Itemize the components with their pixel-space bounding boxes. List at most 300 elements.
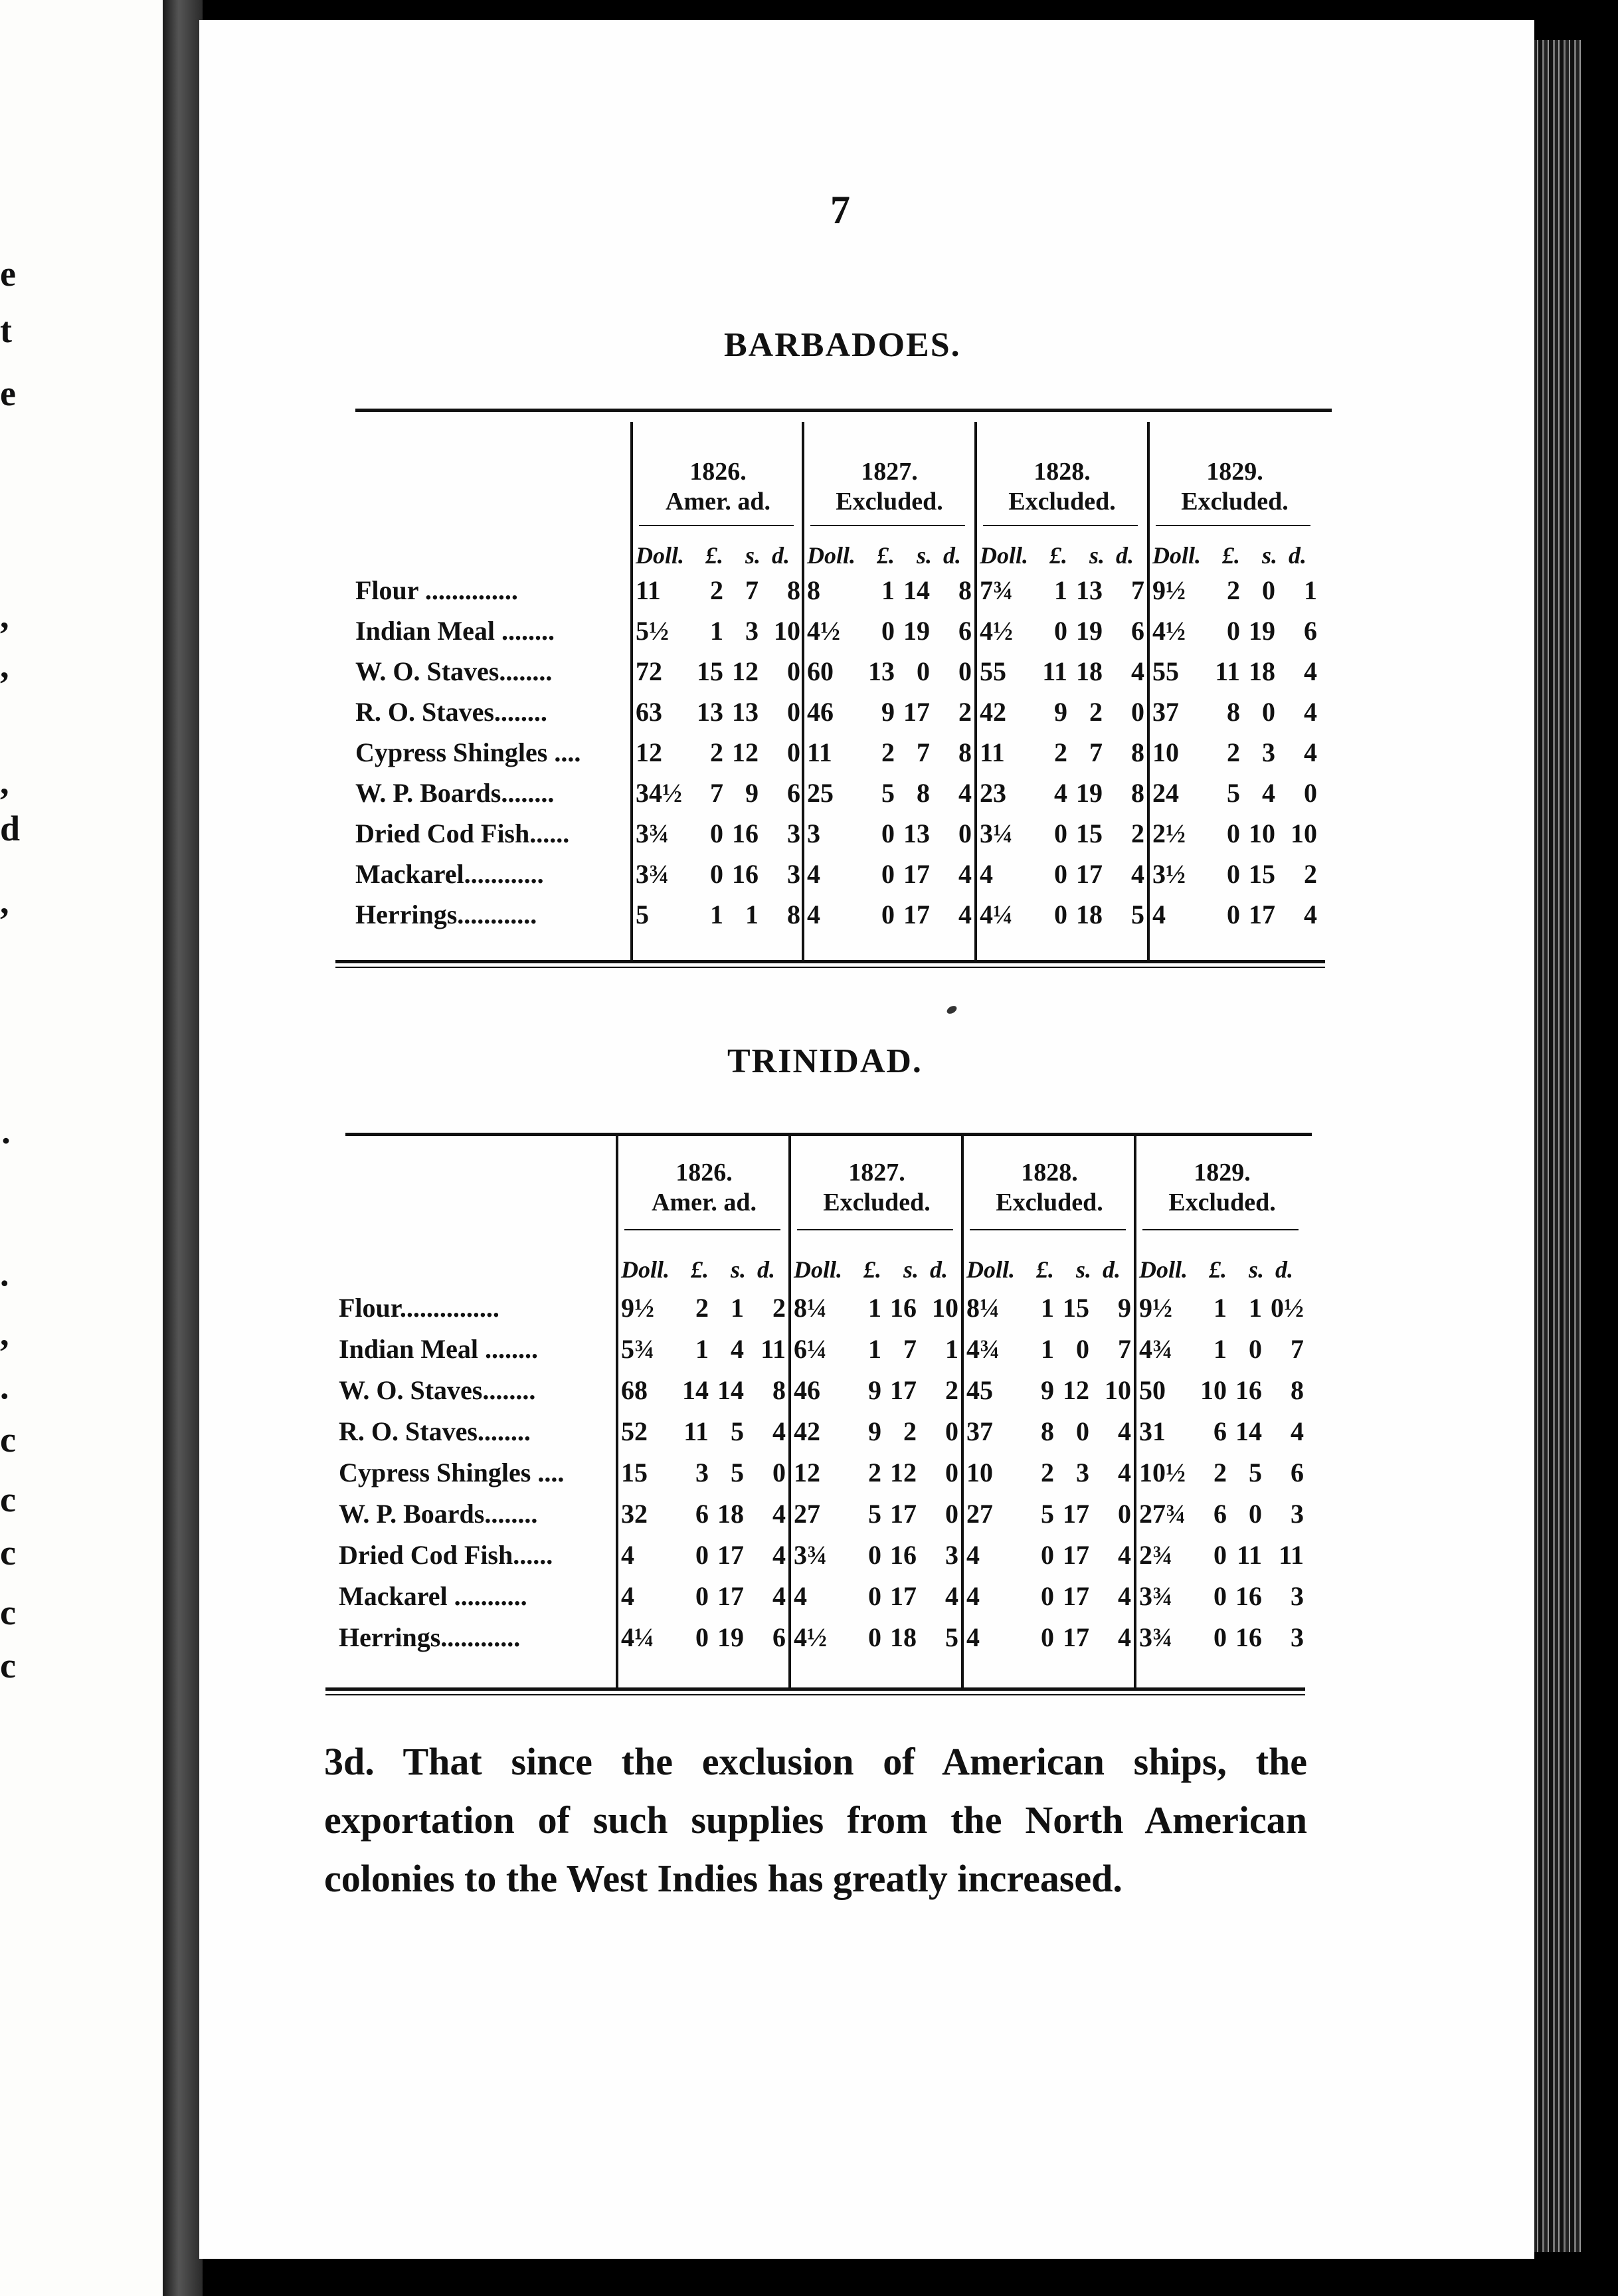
cell-pounds: 2	[1227, 737, 1240, 767]
cell-shillings: 0	[1262, 697, 1275, 727]
cell-pounds: 7	[710, 778, 723, 808]
column-unit: d.	[1103, 1256, 1121, 1283]
cell-shillings: 12	[890, 1458, 917, 1487]
cell-pounds: 8	[1041, 1416, 1054, 1446]
cell-shillings: 14	[717, 1375, 744, 1405]
cell-pence: 3	[787, 859, 800, 889]
cell-pence: 0	[772, 1458, 786, 1487]
cell-doll: 3¼	[980, 818, 1013, 848]
column-unit: Doll.	[980, 542, 1029, 569]
cell-shillings: 10	[1249, 818, 1275, 848]
cell-pence: 4	[1304, 656, 1317, 686]
cell-pence: 6	[1131, 616, 1144, 646]
cell-doll: 4½	[1152, 616, 1186, 646]
group-divider	[616, 1136, 618, 1687]
cell-pence: 4	[772, 1581, 786, 1611]
cell-pounds: 0	[1214, 1540, 1227, 1570]
table-bottom-rule-2	[335, 967, 1325, 968]
year-status: Amer. ad.	[652, 1189, 757, 1216]
cell-doll: 10	[966, 1458, 993, 1487]
cell-shillings: 7	[745, 575, 759, 605]
left-page-text-fragment: c	[0, 1592, 16, 1632]
row-label: W. O. Staves........	[339, 1375, 536, 1405]
cell-pence: 1	[945, 1334, 958, 1364]
cell-doll: 4	[966, 1581, 980, 1611]
group-divider	[974, 422, 977, 960]
cell-doll: 4¾	[966, 1334, 1000, 1364]
cell-shillings: 15	[1063, 1293, 1089, 1323]
cell-doll: 3¾	[1139, 1581, 1172, 1611]
cell-pence: 0	[1131, 697, 1144, 727]
column-unit: s.	[903, 1256, 919, 1283]
cell-pence: 0	[787, 656, 800, 686]
cell-pence: 2	[1131, 818, 1144, 848]
column-unit: d.	[772, 542, 790, 569]
cell-pounds: 0	[695, 1622, 709, 1652]
row-label: Herrings............	[355, 900, 537, 929]
cell-shillings: 0	[1249, 1499, 1262, 1529]
cell-doll: 11	[980, 737, 1005, 767]
cell-doll: 11	[807, 737, 832, 767]
cell-doll: 50	[1139, 1375, 1166, 1405]
cell-doll: 63	[636, 697, 662, 727]
column-unit: £.	[1049, 542, 1067, 569]
cell-pounds: 1	[881, 575, 895, 605]
cell-pence: 3	[787, 818, 800, 848]
cell-doll: 12	[636, 737, 662, 767]
cell-pence: 8	[1131, 778, 1144, 808]
cell-doll: 27¾	[1139, 1499, 1186, 1529]
cell-shillings: 13	[903, 818, 930, 848]
cell-pence: 6	[1291, 1458, 1304, 1487]
cell-pence: 4	[958, 900, 972, 929]
cell-pounds: 15	[697, 656, 723, 686]
cell-pounds: 3	[695, 1458, 709, 1487]
cell-pounds: 0	[1054, 818, 1067, 848]
cell-shillings: 14	[903, 575, 930, 605]
cell-shillings: 16	[732, 818, 759, 848]
cell-shillings: 15	[1249, 859, 1275, 889]
cell-shillings: 13	[732, 697, 759, 727]
cell-pence: 6	[1304, 616, 1317, 646]
cell-pounds: 1	[695, 1334, 709, 1364]
cell-pounds: 6	[1214, 1416, 1227, 1446]
column-unit: £.	[691, 1256, 709, 1283]
cell-shillings: 5	[731, 1416, 744, 1446]
cell-pounds: 1	[868, 1293, 881, 1323]
cell-pounds: 5	[868, 1499, 881, 1529]
cell-pounds: 0	[1227, 616, 1240, 646]
cell-doll: 10½	[1139, 1458, 1186, 1487]
cell-shillings: 16	[890, 1540, 917, 1570]
table-top-rule	[355, 409, 1332, 412]
cell-doll: 4	[966, 1540, 980, 1570]
column-unit: d.	[930, 1256, 948, 1283]
cell-doll: 3½	[1152, 859, 1186, 889]
column-unit: £.	[877, 542, 895, 569]
cell-doll: 46	[794, 1375, 820, 1405]
group-divider	[630, 422, 633, 960]
cell-pence: 0	[958, 656, 972, 686]
cell-doll: 4½	[980, 616, 1013, 646]
cell-doll: 4	[1152, 900, 1166, 929]
row-label: Indian Meal ........	[355, 616, 555, 646]
cell-pounds: 2	[881, 737, 895, 767]
cell-pence: 7	[1131, 575, 1144, 605]
cell-shillings: 0	[1076, 1416, 1089, 1446]
group-divider	[1134, 1136, 1136, 1687]
cell-pence: 4	[772, 1540, 786, 1570]
column-unit: £.	[863, 1256, 881, 1283]
cell-doll: 5½	[636, 616, 669, 646]
cell-shillings: 17	[1063, 1540, 1089, 1570]
cell-shillings: 18	[890, 1622, 917, 1652]
cell-doll: 32	[621, 1499, 648, 1529]
cell-shillings: 16	[890, 1293, 917, 1323]
cell-pence: 2	[958, 697, 972, 727]
cell-pence: 8	[772, 1375, 786, 1405]
left-page-text-fragment: d	[0, 809, 21, 848]
cell-doll: 9½	[1152, 575, 1186, 605]
group-divider	[961, 1136, 964, 1687]
cell-doll: 2¾	[1139, 1540, 1172, 1570]
cell-pounds: 1	[1214, 1334, 1227, 1364]
cell-pence: 1	[1304, 575, 1317, 605]
cell-pounds: 11	[683, 1416, 709, 1446]
row-label: Flour ..............	[355, 575, 518, 605]
cell-shillings: 16	[1235, 1581, 1262, 1611]
cell-shillings: 9	[745, 778, 759, 808]
cell-pounds: 2	[1054, 737, 1067, 767]
cell-doll: 6¼	[794, 1334, 827, 1364]
cell-shillings: 13	[1076, 575, 1103, 605]
cell-shillings: 17	[903, 900, 930, 929]
cell-doll: 8	[807, 575, 820, 605]
cell-pounds: 0	[881, 859, 895, 889]
cell-doll: 23	[980, 778, 1006, 808]
cell-pounds: 0	[1227, 818, 1240, 848]
column-unit: Doll.	[636, 542, 685, 569]
year-header: 1828.	[1034, 458, 1091, 486]
column-unit: Doll.	[1152, 542, 1202, 569]
cell-doll: 3	[807, 818, 820, 848]
cell-doll: 42	[794, 1416, 820, 1446]
cell-shillings: 0	[1249, 1334, 1262, 1364]
column-unit: Doll.	[621, 1256, 670, 1283]
cell-pence: 4	[1118, 1458, 1131, 1487]
cell-pence: 11	[1279, 1540, 1304, 1570]
left-page-text-fragment: c	[0, 1646, 16, 1685]
cell-doll: 31	[1139, 1416, 1166, 1446]
cell-pence: 3	[1291, 1581, 1304, 1611]
cell-shillings: 3	[745, 616, 759, 646]
cell-doll: 4	[980, 859, 993, 889]
cell-shillings: 4	[1262, 778, 1275, 808]
cell-pence: 4	[1291, 1416, 1304, 1446]
cell-pounds: 0	[1041, 1622, 1054, 1652]
cell-doll: 12	[794, 1458, 820, 1487]
year-header: 1827.	[848, 1159, 905, 1187]
cell-doll: 68	[621, 1375, 648, 1405]
cell-shillings: 18	[717, 1499, 744, 1529]
cell-pence: 7	[1118, 1334, 1131, 1364]
cell-doll: 3¾	[794, 1540, 827, 1570]
cell-shillings: 17	[717, 1540, 744, 1570]
cell-pounds: 6	[1214, 1499, 1227, 1529]
cell-doll: 3¾	[636, 859, 669, 889]
year-status: Excluded.	[1168, 1189, 1276, 1216]
cell-pounds: 9	[1041, 1375, 1054, 1405]
column-unit: d.	[1116, 542, 1134, 569]
cell-shillings: 19	[1076, 778, 1103, 808]
header-underline	[1156, 525, 1310, 526]
cell-shillings: 3	[1262, 737, 1275, 767]
cell-pounds: 13	[868, 656, 895, 686]
cell-shillings: 7	[903, 1334, 917, 1364]
cell-pounds: 14	[682, 1375, 709, 1405]
cell-pence: 0	[1118, 1499, 1131, 1529]
cell-shillings: 7	[1089, 737, 1103, 767]
cell-doll: 4½	[794, 1622, 827, 1652]
cell-pence: 4	[1118, 1622, 1131, 1652]
year-header: 1829.	[1194, 1159, 1251, 1187]
column-unit: s.	[1089, 542, 1105, 569]
cell-pounds: 0	[1054, 616, 1067, 646]
cell-doll: 4	[621, 1540, 634, 1570]
row-label: W. P. Boards........	[339, 1499, 538, 1529]
cell-doll: 5	[636, 900, 649, 929]
cell-doll: 37	[1152, 697, 1179, 727]
cell-pence: 7	[1291, 1334, 1304, 1364]
cell-pence: 4	[1304, 697, 1317, 727]
row-label: Cypress Shingles ....	[339, 1458, 565, 1487]
cell-pounds: 2	[695, 1293, 709, 1323]
cell-pence: 6	[772, 1622, 786, 1652]
cell-pence: 10	[774, 616, 800, 646]
left-page-text-fragment: e	[0, 373, 16, 413]
cell-doll: 52	[621, 1416, 648, 1446]
cell-pounds: 0	[695, 1540, 709, 1570]
column-unit: Doll.	[966, 1256, 1016, 1283]
cell-pounds: 11	[1215, 656, 1240, 686]
cell-pounds: 0	[1214, 1581, 1227, 1611]
cell-pence: 0	[787, 737, 800, 767]
cell-pounds: 2	[1227, 575, 1240, 605]
cell-shillings: 19	[717, 1622, 744, 1652]
cell-pounds: 0	[710, 818, 723, 848]
left-page-edge	[0, 0, 163, 2296]
cell-pounds: 0	[881, 818, 895, 848]
cell-pence: 4	[1118, 1416, 1131, 1446]
cell-shillings: 16	[1235, 1375, 1262, 1405]
cell-pounds: 8	[1227, 697, 1240, 727]
cell-shillings: 17	[1063, 1499, 1089, 1529]
row-label: Mackarel ...........	[339, 1581, 527, 1611]
header-underline	[810, 525, 965, 526]
header-underline	[970, 1229, 1126, 1230]
cell-pounds: 9	[868, 1416, 881, 1446]
cell-pounds: 2	[710, 737, 723, 767]
cell-shillings: 8	[917, 778, 930, 808]
cell-doll: 5¾	[621, 1334, 654, 1364]
page-edges	[1528, 40, 1581, 2252]
row-label: Flour...............	[339, 1293, 499, 1323]
cell-pence: 4	[945, 1581, 958, 1611]
row-label: W. P. Boards........	[355, 778, 555, 808]
cell-shillings: 0	[1262, 575, 1275, 605]
group-divider	[788, 1136, 791, 1687]
cell-pounds: 1	[1041, 1334, 1054, 1364]
cell-doll: 3¾	[636, 818, 669, 848]
cell-shillings: 11	[1237, 1540, 1262, 1570]
cell-pounds: 0	[710, 859, 723, 889]
column-unit: s.	[917, 542, 933, 569]
cell-shillings: 18	[1076, 900, 1103, 929]
cell-shillings: 19	[1076, 616, 1103, 646]
cell-pounds: 10	[1200, 1375, 1227, 1405]
column-unit: d.	[1289, 542, 1306, 569]
cell-shillings: 1	[1249, 1293, 1262, 1323]
table-title: BARBADOES.	[724, 326, 961, 364]
column-unit: d.	[1275, 1256, 1293, 1283]
cell-doll: 34½	[636, 778, 682, 808]
cell-pence: 3	[1291, 1499, 1304, 1529]
cell-pence: 2	[1304, 859, 1317, 889]
cell-shillings: 0	[917, 656, 930, 686]
cell-shillings: 16	[1235, 1622, 1262, 1652]
cell-pence: 4	[772, 1416, 786, 1446]
cell-shillings: 5	[731, 1458, 744, 1487]
row-label: Dried Cod Fish......	[339, 1540, 553, 1570]
cell-pence: 0	[945, 1416, 958, 1446]
cell-pounds: 2	[868, 1458, 881, 1487]
cell-pence: 5	[945, 1622, 958, 1652]
column-unit: s.	[1249, 1256, 1265, 1283]
cell-doll: 4	[794, 1581, 807, 1611]
left-page-text-fragment: ,	[0, 1313, 9, 1353]
cell-pence: 4	[1304, 900, 1317, 929]
cell-shillings: 19	[903, 616, 930, 646]
cell-pounds: 1	[710, 900, 723, 929]
cell-doll: 27	[966, 1499, 993, 1529]
cell-shillings: 17	[903, 859, 930, 889]
group-divider	[1147, 422, 1150, 960]
cell-doll: 55	[1152, 656, 1179, 686]
cell-pounds: 0	[868, 1622, 881, 1652]
cell-doll: 72	[636, 656, 662, 686]
left-page-text-fragment: .	[0, 1254, 9, 1293]
cell-pounds: 5	[1227, 778, 1240, 808]
cell-shillings: 17	[903, 697, 930, 727]
cell-shillings: 17	[890, 1581, 917, 1611]
header-underline	[624, 1229, 780, 1230]
cell-shillings: 2	[1089, 697, 1103, 727]
column-unit: Doll.	[1139, 1256, 1188, 1283]
year-header: 1828.	[1021, 1159, 1078, 1187]
year-header: 1826.	[689, 458, 747, 486]
row-label: Herrings............	[339, 1622, 521, 1652]
cell-pence: 3	[945, 1540, 958, 1570]
cell-doll: 4	[807, 859, 820, 889]
column-unit: s.	[1076, 1256, 1092, 1283]
cell-pounds: 11	[1042, 656, 1067, 686]
cell-pounds: 0	[1041, 1581, 1054, 1611]
cell-shillings: 16	[732, 859, 759, 889]
column-unit: Doll.	[807, 542, 856, 569]
cell-doll: 11	[636, 575, 661, 605]
left-page-text-fragment: .	[0, 1367, 9, 1406]
header-underline	[983, 525, 1138, 526]
cell-shillings: 19	[1249, 616, 1275, 646]
cell-doll: 10	[1152, 737, 1179, 767]
cell-pounds: 5	[1041, 1499, 1054, 1529]
column-unit: d.	[943, 542, 961, 569]
column-unit: £.	[1209, 1256, 1227, 1283]
cell-doll: 4	[621, 1581, 634, 1611]
year-status: Excluded.	[1008, 488, 1116, 516]
column-unit: £.	[1036, 1256, 1054, 1283]
cell-shillings: 17	[1076, 859, 1103, 889]
cell-shillings: 12	[732, 656, 759, 686]
left-page-text-fragment: c	[0, 1420, 16, 1460]
cell-shillings: 3	[1076, 1458, 1089, 1487]
cell-pounds: 0	[1214, 1622, 1227, 1652]
cell-shillings: 14	[1235, 1416, 1262, 1446]
column-unit: £.	[1222, 542, 1240, 569]
cell-doll: 4	[807, 900, 820, 929]
cell-pence: 4	[1118, 1540, 1131, 1570]
cell-pounds: 0	[1041, 1540, 1054, 1570]
cell-pounds: 0	[1227, 900, 1240, 929]
cell-doll: 60	[807, 656, 834, 686]
cell-doll: 4¼	[980, 900, 1013, 929]
cell-pounds: 2	[1214, 1458, 1227, 1487]
cell-doll: 25	[807, 778, 834, 808]
cell-pence: 4	[772, 1499, 786, 1529]
cell-shillings: 7	[917, 737, 930, 767]
cell-pence: 4	[1131, 656, 1144, 686]
table-title: TRINIDAD.	[727, 1042, 923, 1080]
left-page-text-fragment: e	[0, 254, 16, 294]
row-label: Indian Meal ........	[339, 1334, 539, 1364]
year-status: Amer. ad.	[666, 488, 770, 516]
cell-shillings: 12	[732, 737, 759, 767]
cell-pounds: 9	[868, 1375, 881, 1405]
cell-pounds: 9	[881, 697, 895, 727]
cell-pence: 0	[945, 1499, 958, 1529]
cell-pence: 0	[1304, 778, 1317, 808]
cell-pounds: 1	[1054, 575, 1067, 605]
body-paragraph: 3d. That since the exclusion of American ships, the exportation of such supplies from the North American colonies to the West Indies has greatly increased.	[324, 1740, 1307, 1900]
group-divider	[802, 422, 804, 960]
column-unit: Doll.	[794, 1256, 843, 1283]
cell-doll: 9½	[1139, 1293, 1172, 1323]
year-status: Excluded.	[823, 1189, 931, 1216]
row-label: R. O. Staves........	[355, 697, 547, 727]
cell-shillings: 4	[731, 1334, 744, 1364]
cell-pounds: 0	[868, 1540, 881, 1570]
cell-doll: 8¼	[794, 1293, 827, 1323]
table-bottom-rule-2	[325, 1694, 1305, 1695]
left-page-text-fragment: c	[0, 1480, 16, 1519]
cell-shillings: 2	[903, 1416, 917, 1446]
row-label: R. O. Staves........	[339, 1416, 531, 1446]
row-label: Dried Cod Fish......	[355, 818, 570, 848]
book-gutter	[163, 0, 203, 2296]
cell-pence: 4	[1304, 737, 1317, 767]
header-underline	[639, 525, 794, 526]
cell-shillings: 17	[890, 1375, 917, 1405]
